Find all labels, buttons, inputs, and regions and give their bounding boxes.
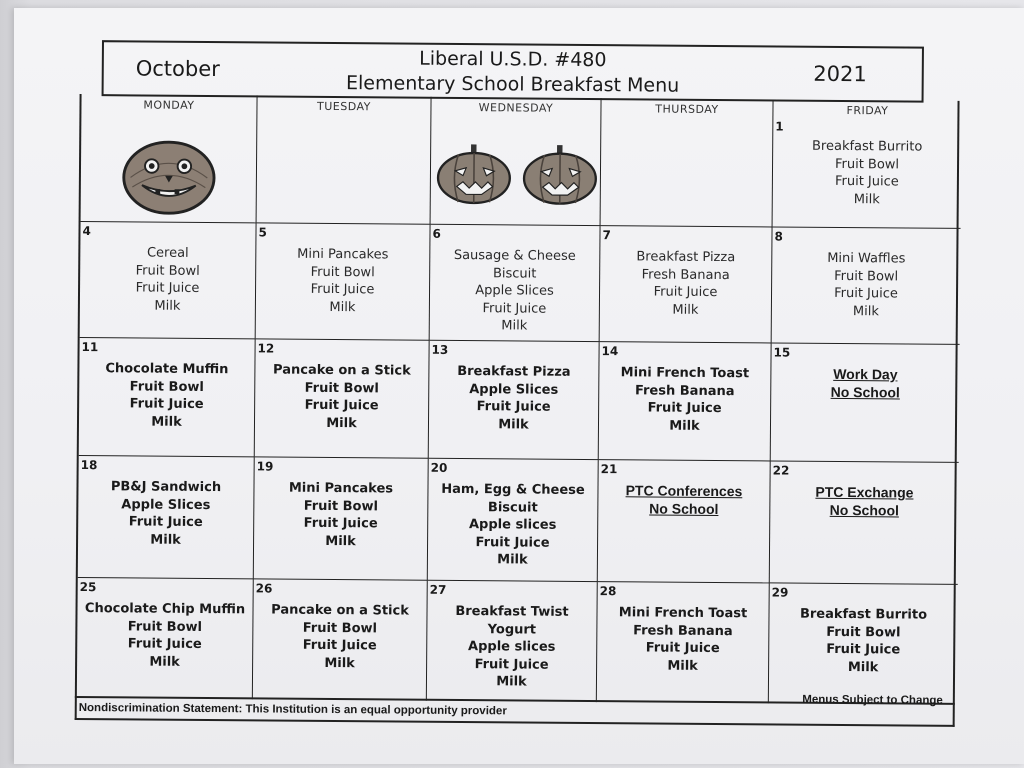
menu-item: Fruit Juice [653,284,718,301]
menu-item: Milk [672,302,699,318]
menu-item: Milk [669,418,700,434]
menu-item: Milk [667,658,698,674]
menu-item: Milk [324,655,355,671]
calendar-day-cell [427,581,598,702]
menu-item: Breakfast Pizza [457,363,571,380]
menus-subject-to-change: Menus Subject to Change [802,693,943,707]
menu-item: Apple Slices [121,496,211,513]
menu-item: Milk [150,532,181,548]
no-school-notice [598,482,769,518]
menu-item: Apple Slices [469,381,559,398]
menu-item: Fruit Juice [834,285,898,302]
weekday-header: FRIDAY [846,104,889,118]
calendar-day-cell [253,579,428,700]
day-number: 27 [429,582,447,597]
day-number: 11 [81,340,99,355]
menu-items [253,601,427,672]
calendar-day-cell [599,342,772,461]
calendar-day-cell [429,341,600,460]
menu-item: PTC Conferences [625,482,743,500]
menu-item: Mini Waffles [827,250,906,267]
menu-items [773,137,962,208]
menu-item: Work Day [833,365,898,383]
menu-item: No School [829,501,900,518]
menu-item: Biscuit [487,499,538,516]
menu-item: Fruit Juice [645,640,720,657]
weekday-header: THURSDAY [655,102,719,117]
menu-item: Fruit Juice [474,656,549,673]
menu-title [104,44,922,100]
menu-items [772,249,961,320]
day-number: 1 [775,119,784,134]
jack-o-lantern-icon [121,138,218,221]
pumpkin-icon [435,141,514,212]
menu-item: Breakfast Burrito [799,606,928,623]
nondiscrimination-statement: Nondiscrimination Statement: This Institution is an equal opportunity provider [78,702,507,718]
menu-item: Fruit Bowl [302,620,378,636]
day-number: 6 [432,226,441,241]
menu-items [429,363,599,434]
menu-items [769,605,958,676]
calendar-day-cell [773,99,962,228]
menu-items [79,360,255,431]
calendar-day-cell [254,457,429,580]
day-number: 25 [79,580,97,595]
menu-items [600,248,772,319]
menu-item: Cereal [146,245,189,261]
menu-item: Fruit Juice [302,637,377,654]
menu-item: Fruit Juice [826,641,901,658]
menu-item: Fresh Banana [633,622,733,639]
no-school-notice [770,483,958,519]
menu-item: Fruit Juice [135,280,200,296]
day-number: 26 [255,581,273,596]
day-number: 21 [600,462,618,477]
menu-item: Mini Pancakes [288,480,394,497]
menu-item: PTC Exchange [815,483,914,501]
day-number: 15 [773,345,791,360]
menu-item: Breakfast Pizza [636,249,736,266]
day-number: 20 [430,460,448,475]
calendar-day-cell [79,338,256,457]
pumpkin-icon [521,141,600,212]
menu-item: Sausage & Cheese [453,247,576,264]
menu-item: Apple slices [468,517,557,533]
menu-item: Milk [501,318,528,334]
day-number: 8 [774,229,783,244]
menu-items [597,604,769,675]
menu-item: Milk [149,654,180,670]
menu-item: Milk [325,533,356,549]
title-district: Liberal U.S.D. #480 [419,47,607,72]
menu-items [430,247,600,336]
calendar-day-cell [80,222,257,339]
day-number: 5 [258,225,267,240]
paper-sheet [14,8,1024,764]
menu-item: Fruit Bowl [129,378,204,395]
calendar-day-cell [256,223,431,340]
menu-item: Ham, Egg & Cheese [441,481,585,498]
calendar-day-cell [601,98,774,227]
menu-item: Breakfast Twist [455,603,569,620]
year-label: 2021 [813,61,867,87]
menu-item: No School [649,499,719,517]
calendar-day-cell [597,582,770,703]
menu-item: Fruit Juice [128,514,203,530]
calendar-day-cell [255,339,430,458]
month-label: October [135,56,220,82]
day-number: 12 [257,341,275,356]
menu-footer [75,693,955,727]
calendar-day-cell [428,459,599,582]
day-number: 18 [80,458,98,473]
menu-item: Apple slices [467,639,556,655]
menu-item: Milk [496,674,527,690]
menu-item: Chocolate Chip Muffin [84,601,246,618]
menu-item: Fruit Bowl [135,262,200,279]
menu-item: Fruit Bowl [826,624,901,640]
menu-item: Fruit Juice [476,399,551,415]
menu-item: Pancake on a Stick [272,362,411,379]
menu-items [428,481,598,570]
menu-items [77,600,253,671]
menu-item: Fruit Juice [482,300,547,317]
day-number: 29 [771,585,789,600]
menu-item: Milk [497,552,528,568]
calendar-day-cell [257,95,432,224]
menu-item: No School [830,383,900,400]
menu-item: Apple Slices [475,283,554,299]
menu-item: Milk [498,416,529,433]
weekday-header: WEDNESDAY [478,101,554,115]
calendar-day-cell [431,97,602,226]
breakfast-menu-calendar [75,40,964,729]
calendar-day-cell [769,583,958,704]
menu-item: Fruit Bowl [127,618,203,635]
day-number: 22 [772,463,790,478]
menu-items [255,361,429,432]
menu-item: Fresh Banana [634,382,735,399]
calendar-day-cell [600,226,773,343]
menu-item: Milk [847,659,879,675]
menu-item: Milk [852,303,879,319]
menu-item: Chocolate Muffin [105,361,229,378]
day-number: 19 [256,459,274,474]
day-number: 14 [601,344,619,359]
menu-item: Milk [329,299,356,315]
menu-item: Yogurt [487,621,537,638]
menu-item: Fruit Juice [475,534,550,551]
day-number: 13 [431,342,449,357]
menu-item: Fruit Juice [304,397,379,414]
menu-item: Milk [326,415,357,431]
menu-item: Fruit Juice [834,173,899,190]
menu-item: Milk [853,191,880,207]
day-number: 7 [602,228,611,243]
menu-item: Fruit Bowl [304,380,379,396]
menu-items [78,478,254,549]
menu-item: PB&J Sandwich [110,479,222,496]
menu-item: Fruit Juice [647,400,722,417]
menu-item: Fruit Juice [127,636,202,652]
calendar-day-cell [772,227,961,344]
calendar-grid [75,94,960,705]
menu-item: Milk [151,414,182,430]
menu-item: Fruit Bowl [310,264,375,280]
calendar-day-cell [78,456,255,579]
menu-item: Fruit Bowl [834,268,899,284]
menu-item: Fruit Juice [129,396,204,412]
no-school-notice [771,365,959,401]
menu-item: Fresh Banana [641,266,730,283]
menu-item: Mini French Toast [620,365,750,382]
calendar-day-cell [771,343,960,462]
day-number: 4 [82,224,91,239]
menu-item: Breakfast Burrito [811,138,923,155]
day-number: 28 [599,584,617,599]
weekday-header: MONDAY [143,98,195,112]
menu-item: Mini Pancakes [297,246,389,263]
calendar-day-cell [770,461,959,584]
menu-item: Fruit Juice [303,515,378,532]
calendar-day-cell [598,460,771,583]
menu-item: Biscuit [492,265,537,282]
menu-item: Fruit Juice [310,281,375,298]
calendar-day-cell [77,578,254,699]
calendar-day-cell [81,94,258,223]
title-menu: Elementary School Breakfast Menu [345,72,680,97]
menu-items [80,244,256,315]
menu-items [256,245,430,316]
menu-items [254,479,428,550]
menu-item: Mini French Toast [618,605,748,622]
menu-item: Milk [154,298,181,314]
menu-item: Fruit Bowl [303,498,379,514]
menu-item: Fruit Bowl [834,156,900,172]
menu-header [102,40,924,102]
menu-items [427,603,597,692]
menu-items [599,364,771,435]
calendar-day-cell [430,225,601,342]
menu-item: Pancake on a Stick [271,602,409,619]
weekday-header: TUESDAY [316,99,371,114]
